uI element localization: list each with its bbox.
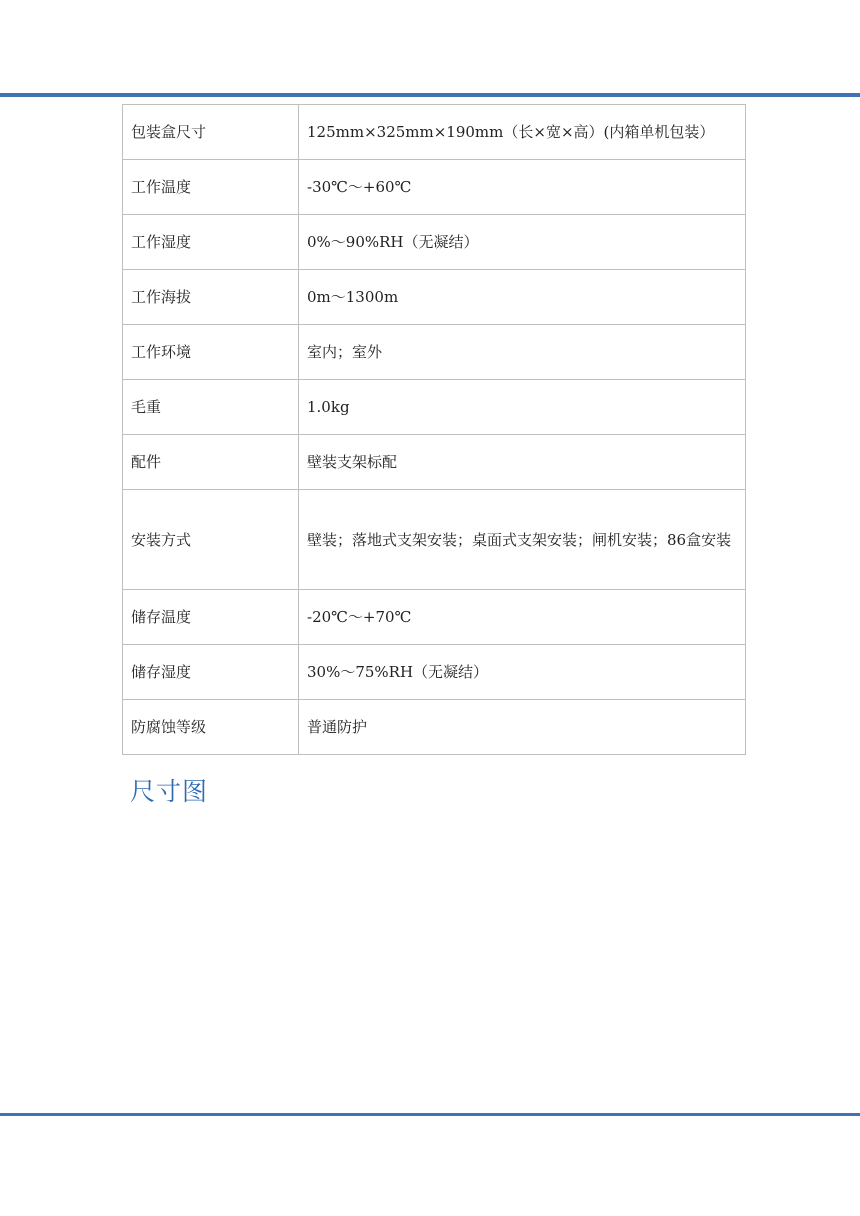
spec-label: 工作温度 xyxy=(123,160,299,215)
spec-value: 30%～75%RH（无凝结） xyxy=(299,645,746,700)
table-row xyxy=(123,435,746,490)
spec-label: 毛重 xyxy=(123,380,299,435)
spec-value: 1.0kg xyxy=(299,380,746,435)
table-row xyxy=(123,380,746,435)
table-row xyxy=(123,270,746,325)
spec-label: 工作海拔 xyxy=(123,270,299,325)
table-row xyxy=(123,325,746,380)
table-row xyxy=(123,160,746,215)
table-row xyxy=(123,700,746,755)
spec-label: 储存湿度 xyxy=(123,645,299,700)
spec-label: 工作环境 xyxy=(123,325,299,380)
spec-label: 安装方式 xyxy=(123,490,299,590)
footer-rule xyxy=(0,1113,860,1116)
spec-label: 包装盒尺寸 xyxy=(123,105,299,160)
section-title: 尺寸图 xyxy=(130,777,209,806)
header-rule xyxy=(0,93,860,97)
spec-label: 防腐蚀等级 xyxy=(123,700,299,755)
spec-table xyxy=(122,104,746,755)
spec-label: 工作湿度 xyxy=(123,215,299,270)
table-row xyxy=(123,105,746,160)
spec-value: 壁装；落地式支架安装；桌面式支架安装；闸机安装；86盒安装 xyxy=(299,490,746,590)
spec-label: 储存温度 xyxy=(123,590,299,645)
spec-value: 壁装支架标配 xyxy=(299,435,746,490)
table-row xyxy=(123,645,746,700)
spec-value: 室内；室外 xyxy=(299,325,746,380)
spec-value: -20℃～+70℃ xyxy=(299,590,746,645)
spec-value: -30℃～+60℃ xyxy=(299,160,746,215)
spec-value: 125mm×325mm×190mm（长×宽×高）(内箱单机包装） xyxy=(299,105,746,160)
table-row xyxy=(123,215,746,270)
spec-label: 配件 xyxy=(123,435,299,490)
spec-value: 0%～90%RH（无凝结） xyxy=(299,215,746,270)
spec-value: 普通防护 xyxy=(299,700,746,755)
spec-value: 0m～1300m xyxy=(299,270,746,325)
table-row xyxy=(123,590,746,645)
table-row xyxy=(123,490,746,590)
